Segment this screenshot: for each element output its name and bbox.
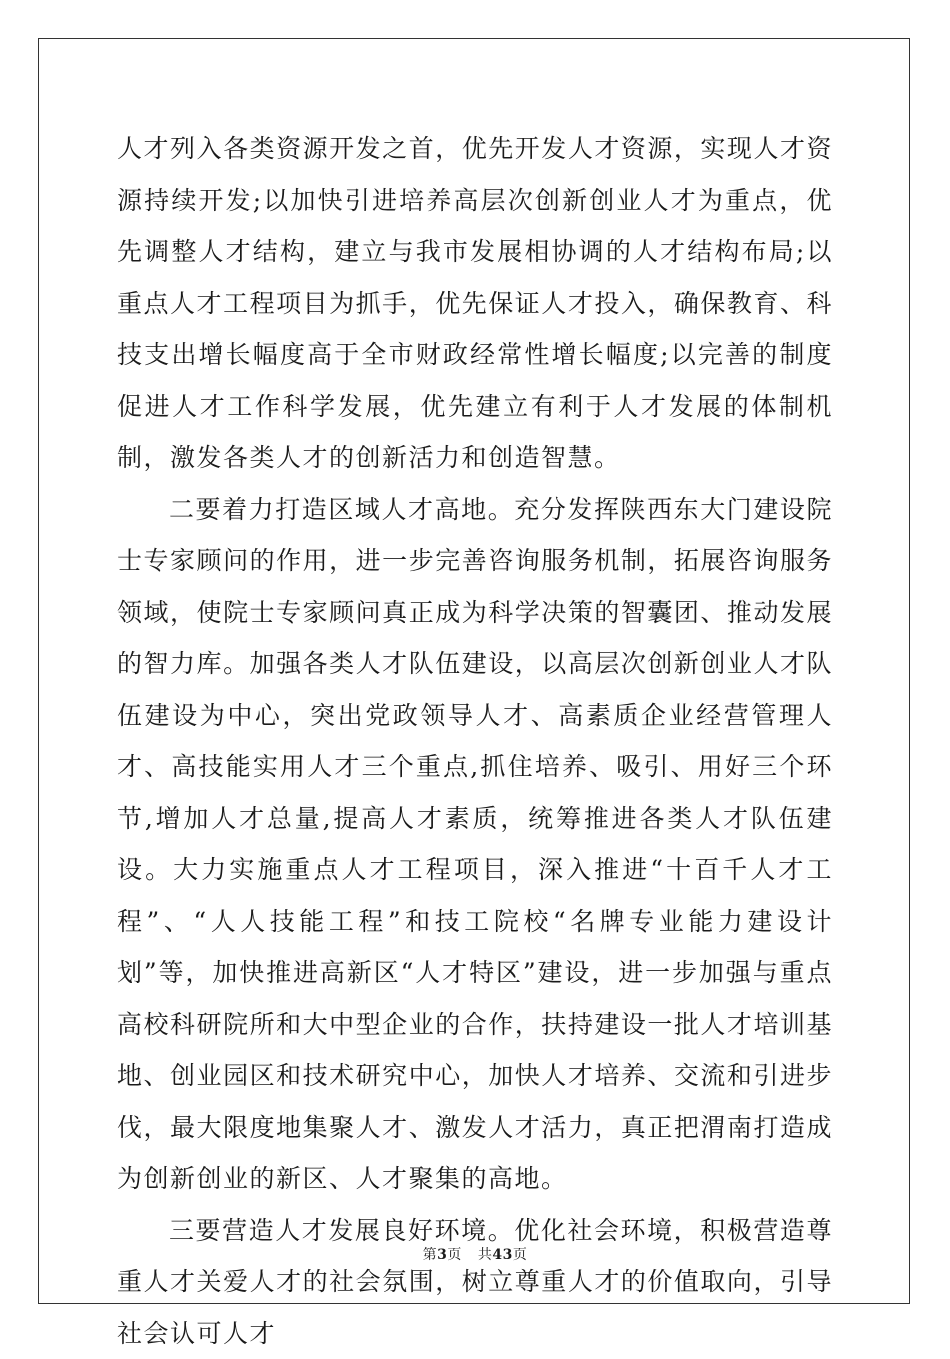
footer-page-number: 3: [437, 1247, 447, 1263]
footer-page-prefix: 第: [423, 1247, 438, 1263]
paragraph-continued: 人才列入各类资源开发之首，优先开发人才资源，实现人才资源持续开发;以加快引进培养高层次创新创业人才为重点，优先调整人才结构，建立与我市发展相协调的人才结构布局;以重点人才工程项目为抓手，优先保证人才投入，确保教育、科技支出增长幅度高于全市财政经常性增长幅度;以完善的制度促进人才工作科学发展，优先建立有利于人才发展的体制机制，激发各类人才的创新活力和创造智慧。: [117, 123, 833, 484]
paragraph-talent-highland: 二要着力打造区域人才高地。充分发挥陕西东大门建设院士专家顾问的作用，进一步完善咨询服务机制，拓展咨询服务领域，使院士专家顾问真正成为科学决策的智囊团、推动发展的智力库。加强各类人才队伍建设，以高层次创新创业人才队伍建设为中心，突出党政领导人才、高素质企业经营管理人才、高技能实用人才三个重点,抓住培养、吸引、用好三个环节,增加人才总量,提高人才素质，统筹推进各类人才队伍建设。大力实施重点人才工程项目，深入推进“十百千人才工程”、“人人技能工程”和技工院校“名牌专业能力建设计划”等，加快推进高新区“人才特区”建设，进一步加强与重点高校科研院所和大中型企业的合作，扶持建设一批人才培训基地、创业园区和技术研究中心，加快人才培养、交流和引进步伐，最大限度地集聚人才、激发人才活力，真正把渭南打造成为创新创业的新区、人才聚集的高地。: [117, 484, 833, 1205]
footer-total-suffix: 页: [513, 1247, 528, 1263]
footer-total-pages: 43: [492, 1247, 512, 1263]
document-body: [117, 123, 833, 1359]
footer-total-prefix: 共: [478, 1247, 493, 1263]
page-footer: [0, 1244, 950, 1264]
paragraph-talent-environment: 三要营造人才发展良好环境。优化社会环境，积极营造尊重人才关爱人才的社会氛围，树立尊重人才的价值取向，引导社会认可人才: [117, 1205, 833, 1359]
footer-page-suffix: 页: [447, 1247, 462, 1263]
